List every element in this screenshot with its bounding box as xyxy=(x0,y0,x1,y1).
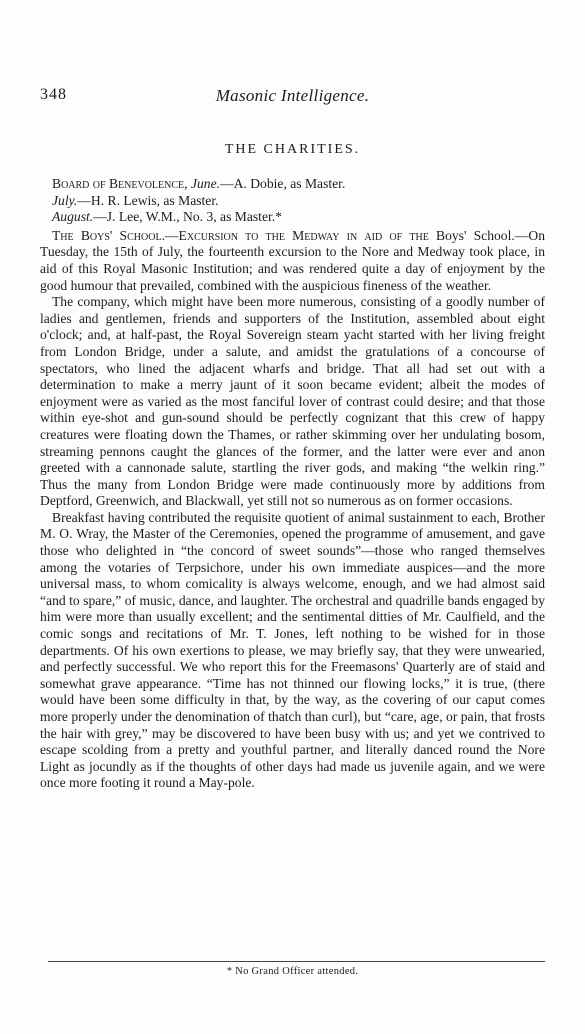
paragraph-heading: The Boys' School.—Excursion to the Medway in aid of the xyxy=(52,227,429,243)
entry-june xyxy=(40,176,545,193)
section-title: THE CHARITIES. xyxy=(224,142,361,157)
entry-text: —A. Dobie, as Master. xyxy=(220,176,346,191)
entry-month: June. xyxy=(190,176,221,191)
entry-label: Board of Benevolence, xyxy=(52,176,188,191)
footnote: * No Grand Officer attended. xyxy=(226,966,359,977)
paragraph-text: Boys' School.—On Tuesday, the 15th of July, the fourteenth excursion to the Nore and Medway took place, in aid of this Royal Masonic Institution; and was rendered quite a day of enjoyment by the good humour that prevailed, combined with the auspicious fineness of the weather. xyxy=(40,227,545,293)
entry-month: July. xyxy=(52,192,78,208)
running-head xyxy=(40,86,545,108)
entry-month: August. xyxy=(52,209,94,225)
article-body xyxy=(40,176,545,792)
page-number: 348 xyxy=(40,86,67,103)
entry-text: —J. Lee, W.M., No. 3, as Master.* xyxy=(93,209,282,225)
paragraph-breakfast: Breakfast having contributed the requisite quotient of animal sustainment to each, Brother M. O. Wray, the Master of the Ceremonies, opened the programme of amusement, and gave those who delighted in “the concord of sweet sounds”—those who ranged themselves among the votaries of Terpsichore, under his own immediate auspices—and the more universal mass, to whom comicality is always welcome, enough, and we had almost said “and to spare,” of music, dance, and laughter. The orchestral and quadrille bands engaged by him were more than usually excellent; and the sentimental ditties of Mr. Caulfield, and the comic songs and recitations of Mr. T. Jones, left nothing to be wished for in those departments. Of his own exertions to please, we may briefly say, that they were unwearied, and perfectly successful. We who report this for the Freemasons' Quarterly are of staid and somewhat grave appearance. “Time has not thinned our flowing locks,” it is true, (there would have been some difficulty in that, by the way, as the covering of our caput comes more properly under the denomination of thatch than curl), but “care, age, or pain, that frosts the hair with grey,” may be discovered to have been busy with us; and yet we contrived to escape scolding from a pretty and youthful partner, and literally danced round the Nore Light as jocundly as if the thoughts of other days had made us juvenile again, and we were once more footing it round a May-pole. xyxy=(40,509,545,791)
entry-august xyxy=(40,209,545,226)
entry-text: —H. R. Lewis, as Master. xyxy=(77,192,219,208)
running-title: Masonic Intelligence. xyxy=(215,86,370,105)
entry-july xyxy=(40,193,545,210)
paragraph-boys-school xyxy=(40,228,545,294)
paragraph-company: The company, which might have been more numerous, consisting of a goodly number of ladies and gentlemen, friends and supporters of the Institution, assembled about eight o'clock; and, at half-past, the Royal Sovereign steam yacht started with her living freight from London Bridge, under a salute, and amidst the gratulations of a concourse of spectators, who lined the adjacent wharfs and bridge. That all had set out with a determination to make a merry jaunt of it soon became evident; albeit the modes of enjoyment were as varied as the most fanciful lover of contrast could desire; and that those within eye-shot and gun-sound should be perfectly cognizant that this crew of happy creatures were floating down the Thames, or rather skimming over her undulating bosom, streaming pennons caught the glances of the former, and the latter were ever and anon greeted with a cannonade salute, startling the river gods, and making “the welkin ring.” Thus the many from London Bridge were made continuously more by additions from Deptford, Greenwich, and Blackwall, yet still not so numerous as on former occasions. xyxy=(40,294,545,509)
footnote-divider xyxy=(48,961,545,962)
